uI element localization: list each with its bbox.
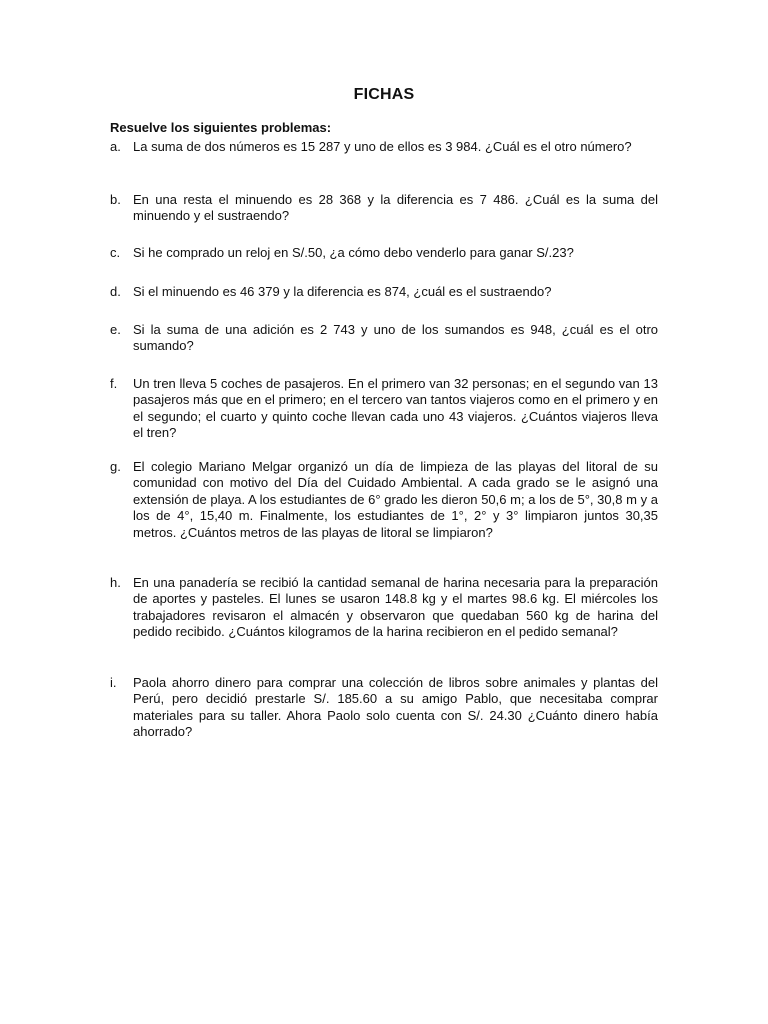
problem-e [110, 322, 658, 355]
problem-letter: d. [110, 284, 121, 299]
problem-letter: b. [110, 192, 121, 207]
problem-c [110, 245, 658, 261]
page-title: FICHAS [353, 86, 415, 103]
problem-text: En una resta el minuendo es 28 368 y la diferencia es 7 486. ¿Cuál es la suma del minuendo y el sustraendo? [133, 192, 658, 224]
problem-letter: a. [110, 139, 121, 154]
problem-letter: g. [110, 459, 121, 474]
problem-h [110, 575, 658, 641]
problem-g [110, 459, 658, 541]
problem-text: Si el minuendo es 46 379 y la diferencia es 874, ¿cuál es el sustraendo? [133, 284, 552, 299]
problem-letter: c. [110, 245, 121, 260]
problem-letter: i. [110, 675, 117, 690]
problem-letter: e. [110, 322, 121, 337]
problem-letter: f. [110, 376, 118, 391]
problem-text: Un tren lleva 5 coches de pasajeros. En el primero van 32 personas; en el segundo van 13 pasajeros más que en el primero; en el tercero van tantos viajeros como en el primero y en el segundo; el cuarto y quinto coche llevan cada uno 43 viajeros. ¿Cuántos viajeros lleva el tren? [133, 376, 658, 441]
problem-a [110, 139, 658, 155]
problem-text: La suma de dos números es 15 287 y uno de ellos es 3 984. ¿Cuál es el otro número? [133, 139, 632, 154]
problem-b [110, 192, 658, 225]
problem-d [110, 284, 658, 300]
problem-text: En una panadería se recibió la cantidad semanal de harina necesaria para la preparación de aportes y pasteles. El lunes se usaron 148.8 kg y el martes 98.6 kg. El miércoles los trabajadores revisaron el almacén y observaron que quedaban 560 kg de harina del pedido recibido. ¿Cuántos kilogramos de la harina recibieron en el pedido semanal? [133, 575, 658, 640]
problem-text: El colegio Mariano Melgar organizó un día de limpieza de las playas del litoral de su comunidad con motivo del Día del Cuidado Ambiental. A cada grado se le asignó una extensión de playa. A los estudiantes de 6° grado les dieron 50,6 m; a los de 5°, 30,8 m y a los de 4°, 15,40 m. Finalmente, los estudiantes de 1°, 2° y 3° limpiaron juntos 30,35 metros. ¿Cuántos metros de las playas de litoral se limpiaron? [133, 459, 658, 540]
problem-text: Paola ahorro dinero para comprar una colección de libros sobre animales y plantas del Perú, pero decidió prestarle S/. 185.60 a su amigo Pablo, que necesitaba comprar materiales para su taller. Ahora Paolo solo cuenta con S/. 24.30 ¿Cuánto dinero había ahorrado? [133, 675, 658, 740]
problem-i [110, 675, 658, 741]
problem-f [110, 376, 658, 442]
problem-text: Si he comprado un reloj en S/.50, ¿a cómo debo venderlo para ganar S/.23? [133, 245, 574, 260]
problem-letter: h. [110, 575, 121, 590]
problem-text: Si la suma de una adición es 2 743 y uno de los sumandos es 948, ¿cuál es el otro sumando? [133, 322, 658, 354]
instructions-heading: Resuelve los siguientes problemas: [110, 120, 332, 135]
